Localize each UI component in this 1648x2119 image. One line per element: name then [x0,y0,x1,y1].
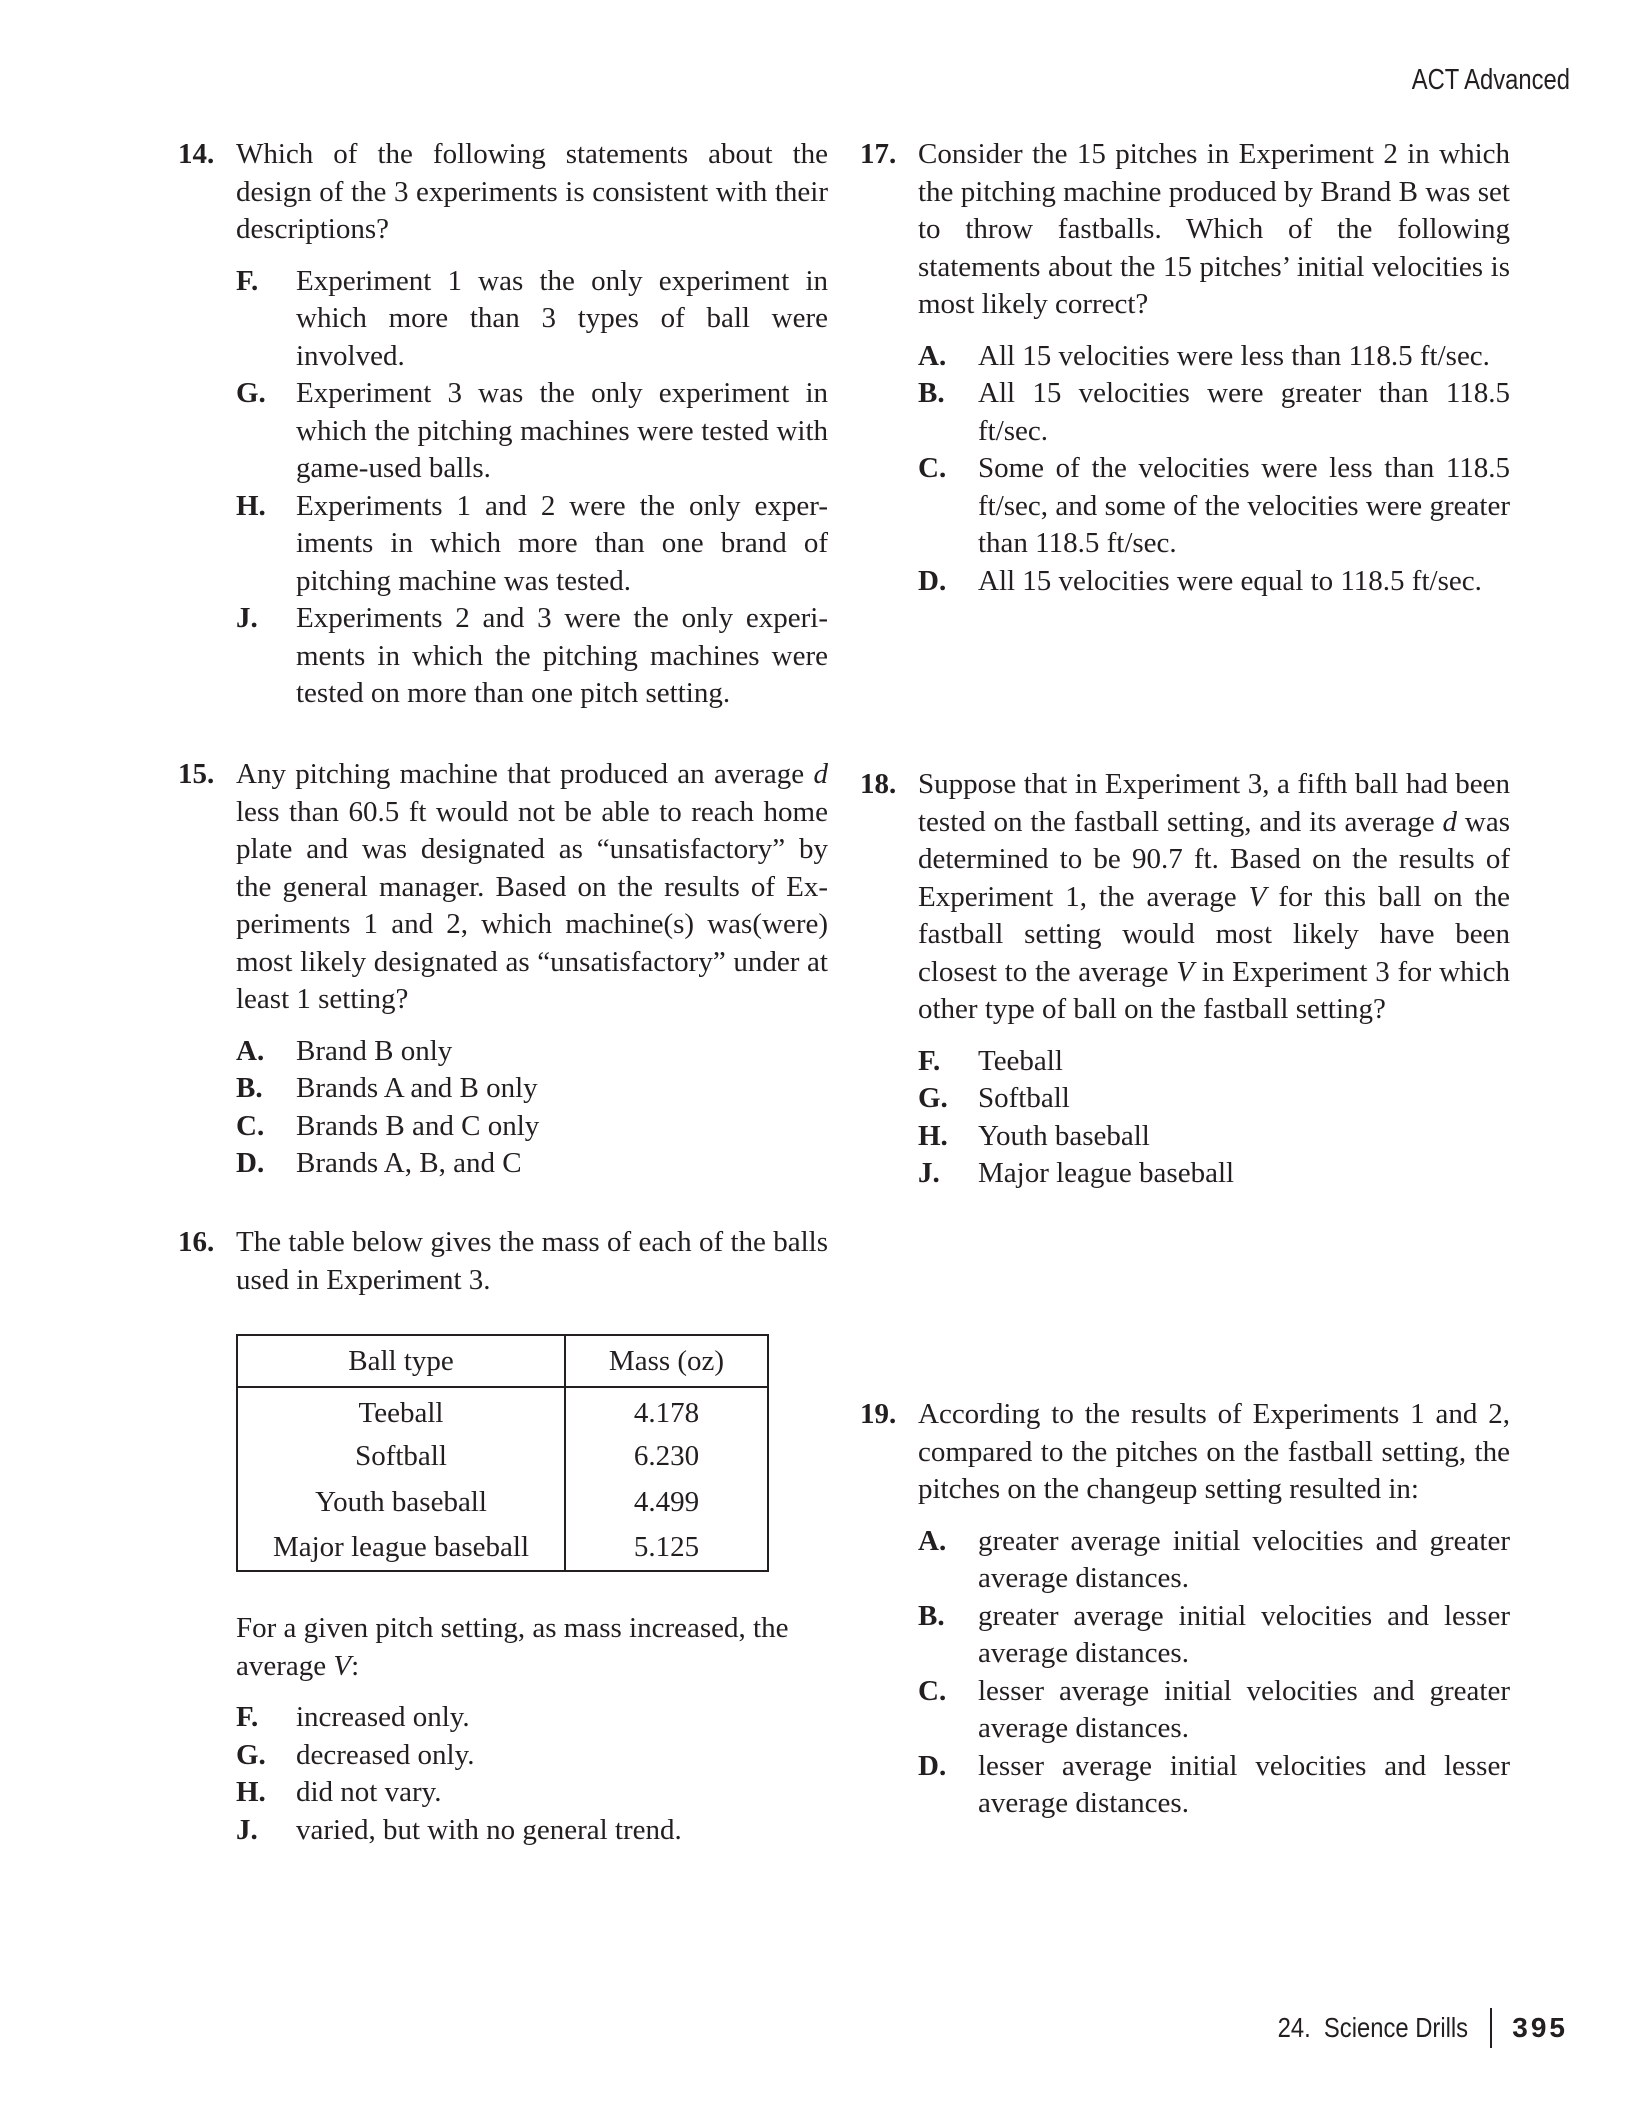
variable-v: V [333,1649,352,1682]
answer-choice-a[interactable] [918,338,1510,376]
answer-choice-f[interactable] [236,263,828,376]
choice-letter: B. [236,1072,263,1104]
choice-text: Brand B only [296,1034,453,1067]
choice-text: Major league baseball [978,1157,1235,1189]
choice-letter: J. [918,1157,940,1189]
chapter-title: 24. Science Drills [1277,2012,1468,2043]
choice-letter: A. [236,1034,265,1067]
choice-text: greater average initial velocities and lesser average distances. [978,1599,1510,1669]
answer-choices [236,1699,828,1849]
choice-letter: F. [918,1044,941,1077]
table-cell: 4.178 [633,1397,700,1429]
answer-choice-g[interactable] [236,1737,828,1775]
choice-letter: C. [918,1674,947,1707]
choice-letter: C. [236,1109,265,1142]
answer-choice-b[interactable] [918,375,1510,450]
choice-letter: H. [236,489,266,522]
choice-letter: B. [918,1599,945,1632]
choice-letter: G. [236,377,266,409]
choice-letter: D. [918,1749,947,1782]
answer-choices [236,263,828,713]
question-stem [236,756,828,1019]
question-number: 17. [860,138,897,170]
ball-mass-table [236,1334,769,1572]
question-stem: The table below gives the mass of each of the balls used in Experiment 3. [236,1226,828,1296]
choice-letter: G. [918,1082,948,1114]
question-18 [860,766,1510,1193]
choice-letter: B. [918,377,945,409]
choice-letter: A. [918,339,947,372]
variable-d: d [813,758,828,790]
answer-choice-h[interactable] [236,488,828,601]
answer-choice-j[interactable] [236,1812,828,1850]
table-row [237,1387,768,1433]
choice-text: Experiments 1 and 2 were the only exper-iments in which more than one brand of pitching machine was tested. [296,489,828,597]
answer-choices [918,1523,1510,1823]
choice-letter: C. [918,452,947,484]
table-cell: Youth baseball [237,1479,565,1525]
answer-choice-j[interactable] [236,600,828,713]
answer-choices [236,1033,828,1183]
question-number: 19. [860,1398,897,1430]
question-14 [178,136,828,713]
choice-text: All 15 velocities were greater than 118.5 ft/sec. [978,377,1510,447]
question-stem [918,766,1510,1029]
choice-text: All 15 velocities were less than 118.5 ft/sec. [978,339,1490,372]
choice-text: did not vary. [296,1776,442,1808]
choice-letter: G. [236,1738,266,1771]
choice-text: Softball [978,1082,1070,1114]
choice-text: Experiment 3 was the only experiment in which the pitching machines were tested with game-used balls. [296,377,828,484]
choice-text: Brands A and B only [296,1072,538,1104]
question-number: 18. [860,768,897,800]
table-header-row [237,1335,768,1387]
answer-choice-d[interactable] [918,563,1510,601]
answer-choice-c[interactable] [918,1673,1510,1748]
choice-text: Some of the velocities were less than 118.5 ft/sec, and some of the velocities were greater than 118.5 ft/sec. [978,452,1510,559]
answer-choice-b[interactable] [236,1070,828,1108]
question-19 [860,1396,1510,1823]
answer-choice-g[interactable] [236,375,828,488]
question-number: 16. [178,1226,215,1258]
table-row [237,1479,768,1525]
question-number: 14. [178,138,215,170]
question-stem: Which of the following statements about the design of the 3 experiments is consistent with their descriptions? [236,138,828,245]
choice-text: lesser average initial velocities and greater average distances. [978,1674,1510,1744]
question-16 [178,1224,828,1849]
choice-text: Brands A, B, and C [296,1147,522,1179]
answer-choice-b[interactable] [918,1598,1510,1673]
choice-text: Experiments 2 and 3 were the only experi-ments in which the pitching machines were tested on more than one pitch setting. [296,602,828,709]
stem-text: in Experiment 3 for which other type of ball on the fastball setting? [918,955,1511,1025]
follow-up-stem [236,1610,828,1685]
choice-letter: J. [236,1813,258,1846]
question-15 [178,756,828,1183]
choice-letter: D. [918,564,947,597]
choice-text: greater average initial velocities and greater average distances. [978,1524,1510,1594]
stem-text: less than 60.5 ft would not be able to reach home plate and was designated as “unsatisfactory” by the general manager. Based on the results of Ex-periments 1 and 2, which machine(s) was(were) most likely designated as “unsatisfactory” under at least 1 setting? [236,795,828,1015]
answer-choice-c[interactable] [236,1108,828,1146]
table-cell: 4.499 [633,1485,700,1518]
table-cell: Major league baseball [237,1525,565,1571]
answer-choices [918,338,1510,601]
choice-letter: F. [236,1701,259,1733]
answer-choice-d[interactable] [236,1145,828,1183]
column-header: Mass (oz) [565,1335,768,1387]
variable-v: V [1248,880,1267,913]
table-cell: 6.230 [633,1439,700,1472]
stem-text: Any pitching machine that produced an average [236,758,814,790]
variable-d: d [1442,805,1457,838]
choice-text: All 15 velocities were equal to 118.5 ft/sec. [978,564,1482,597]
stem-text: for this ball on the fastball setting would most likely have been closest to the average [918,880,1510,988]
table-cell: 5.125 [633,1531,700,1563]
answer-choice-a[interactable] [918,1523,1510,1598]
answer-choices [918,1043,1510,1193]
answer-choice-f[interactable] [236,1699,828,1737]
stem-text: was determined to be 90.7 ft. Based on the results of Experiment 1, the average [918,805,1510,913]
page-number: 395 [1512,2012,1568,2043]
running-head: ACT Advanced [1411,64,1570,96]
answer-choice-h[interactable] [918,1118,1510,1156]
page-footer [1244,2008,1568,2048]
answer-choice-a[interactable] [236,1033,828,1071]
choice-text: varied, but with no general trend. [296,1813,682,1846]
choice-letter: J. [236,602,258,634]
choice-letter: D. [236,1147,265,1179]
stem-text: For a given pitch setting, as mass increased, the average [236,1612,789,1682]
answer-choice-j[interactable] [918,1155,1510,1193]
choice-text: Brands B and C only [296,1109,540,1142]
choice-text: Teeball [978,1044,1063,1077]
question-stem: According to the results of Experiments 1 and 2, compared to the pitches on the fastball setting, the pitches on the changeup setting resulted in: [918,1398,1510,1505]
answer-choice-d[interactable] [918,1748,1510,1823]
table-row [237,1525,768,1571]
table-cell: Teeball [237,1387,565,1433]
stem-text: Suppose that in Experiment 3, a fifth ball had been tested on the fastball setting, and its average [918,768,1510,838]
choice-letter: A. [918,1524,947,1557]
answer-choice-g[interactable] [918,1080,1510,1118]
table-cell: Softball [237,1433,565,1479]
table-row [237,1433,768,1479]
choice-text: lesser average initial velocities and lesser average distances. [978,1749,1510,1819]
question-number: 15. [178,758,215,790]
stem-text: : [351,1649,360,1682]
variable-v: V [1176,955,1194,988]
answer-choice-f[interactable] [918,1043,1510,1081]
choice-text: Experiment 1 was the only experiment in which more than 3 types of ball were involved. [296,264,828,372]
choice-text: Youth baseball [978,1119,1150,1152]
choice-letter: F. [236,264,259,297]
footer-divider [1490,2008,1493,2048]
choice-letter: H. [918,1119,948,1152]
answer-choice-h[interactable] [236,1774,828,1812]
answer-choice-c[interactable] [918,450,1510,563]
question-stem: Consider the 15 pitches in Experiment 2 in which the pitching machine produced by Brand B was set to throw fastballs. Which of the following statements about the 15 pitches’ initial velocities is most likely correct? [918,138,1510,320]
column-header: Ball type [237,1335,565,1387]
question-17 [860,136,1510,600]
choice-text: decreased only. [296,1738,475,1771]
choice-text: increased only. [296,1701,470,1733]
choice-letter: H. [236,1776,266,1808]
